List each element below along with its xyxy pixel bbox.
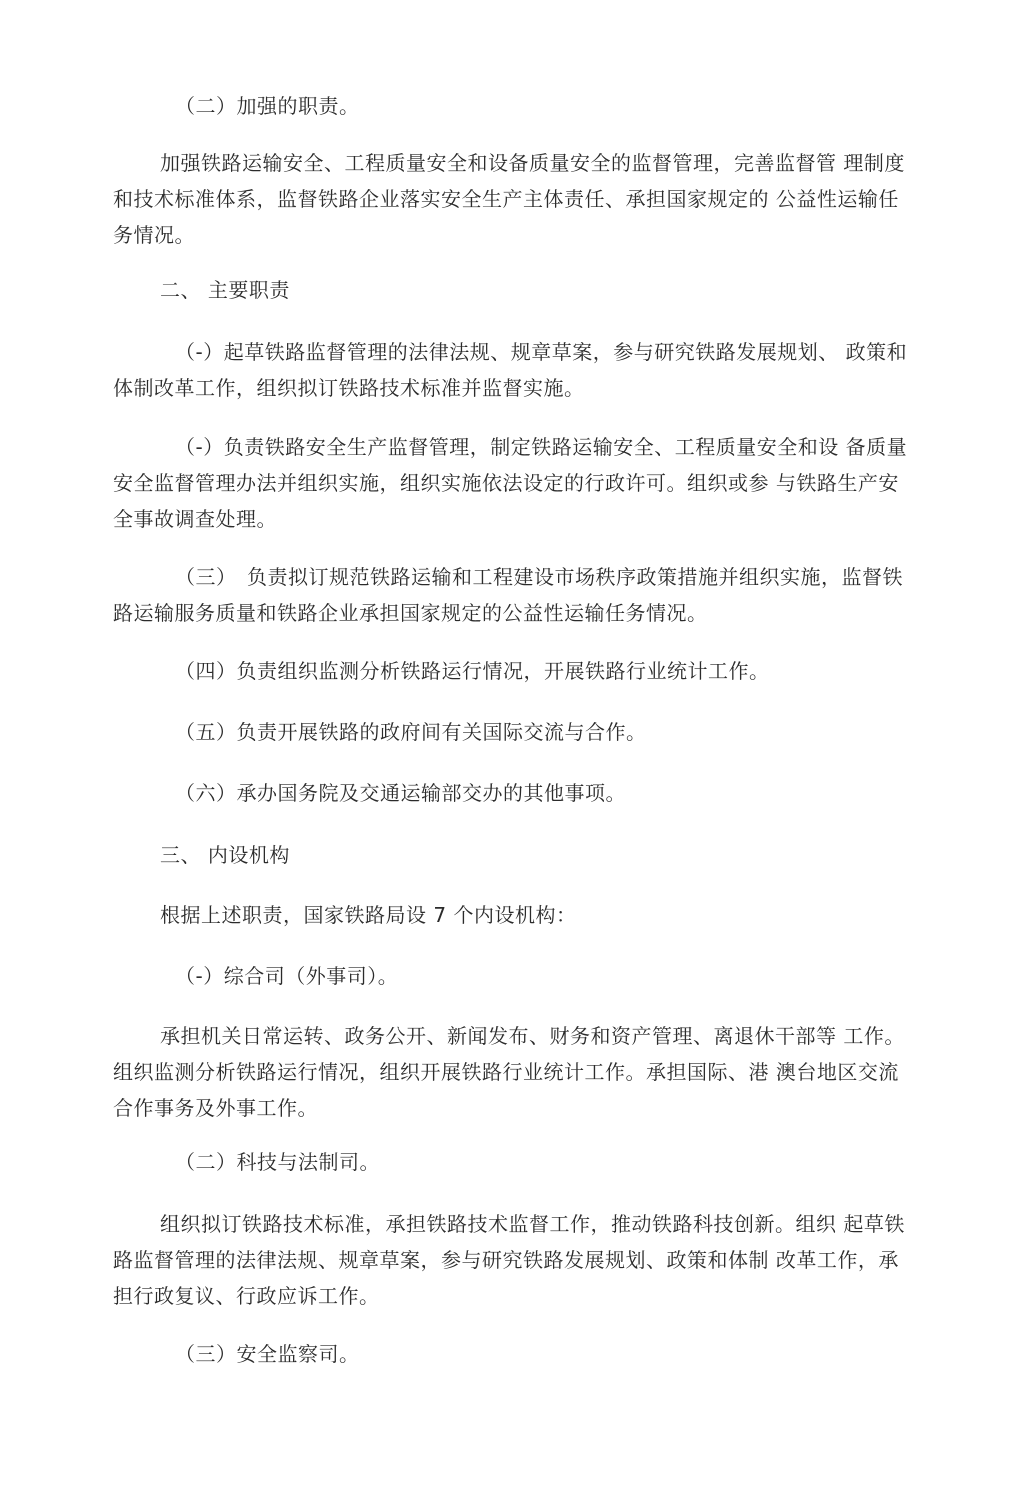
duty-item-6: （六）承办国务院及交通运输部交办的其他事项。 <box>175 781 626 805</box>
internal-bodies-intro: 根据上述职责，国家铁路局设 7 个内设机构： <box>160 903 577 927</box>
section-heading-main-duties: 二、 主要职责 <box>160 278 290 302</box>
paragraph-tech-law-dept: 组织拟订铁路技术标准，承担铁路技术监督工作，推动铁路科技创新。组织 起草铁路监督管理的法律法规、规章草案，参与研究铁路发展规划、政策和体制 改革工作，承担行政复议、行政应诉工作。 <box>113 1212 905 1308</box>
duty-item-4: （四）负责组织监测分析铁路运行情况，开展铁路行业统计工作。 <box>175 659 770 683</box>
body-heading-safety-dept: （三）安全监察司。 <box>175 1342 360 1366</box>
paragraph-strengthened-duties: 加强铁路运输安全、工程质量安全和设备质量安全的监督管理，完善监督管 理制度和技术标准体系，监督铁路企业落实安全生产主体责任、承担国家规定的 公益性运输任务情况。 <box>113 151 905 247</box>
section-heading-strengthened-duties: （二）加强的职责。 <box>175 94 360 118</box>
section-heading-internal-bodies: 三、 内设机构 <box>160 843 290 867</box>
body-heading-tech-law-dept: （二）科技与法制司。 <box>175 1150 380 1174</box>
duty-item-3: （三） 负责拟订规范铁路运输和工程建设市场秩序政策措施并组织实施，监督铁路运输服务质量和铁路企业承担国家规定的公益性运输任务情况。 <box>113 565 903 625</box>
duty-item-2: （-）负责铁路安全生产监督管理，制定铁路运输安全、工程质量安全和设 备质量安全监督管理办法并组织实施，组织实施依法设定的行政许可。组织或参 与铁路生产安全事故调查处理。 <box>113 435 908 531</box>
body-heading-general-dept: （-）综合司（外事司）。 <box>175 964 399 988</box>
duty-item-1: （-）起草铁路监督管理的法律法规、规章草案，参与研究铁路发展规划、 政策和体制改革工作，组织拟订铁路技术标准并监督实施。 <box>113 340 908 400</box>
paragraph-general-dept: 承担机关日常运转、政务公开、新闻发布、财务和资产管理、离退休干部等 工作。组织监测分析铁路运行情况，组织开展铁路行业统计工作。承担国际、港 澳台地区交流合作事务及外事工作。 <box>113 1024 905 1120</box>
duty-item-5: （五）负责开展铁路的政府间有关国际交流与合作。 <box>175 720 647 744</box>
